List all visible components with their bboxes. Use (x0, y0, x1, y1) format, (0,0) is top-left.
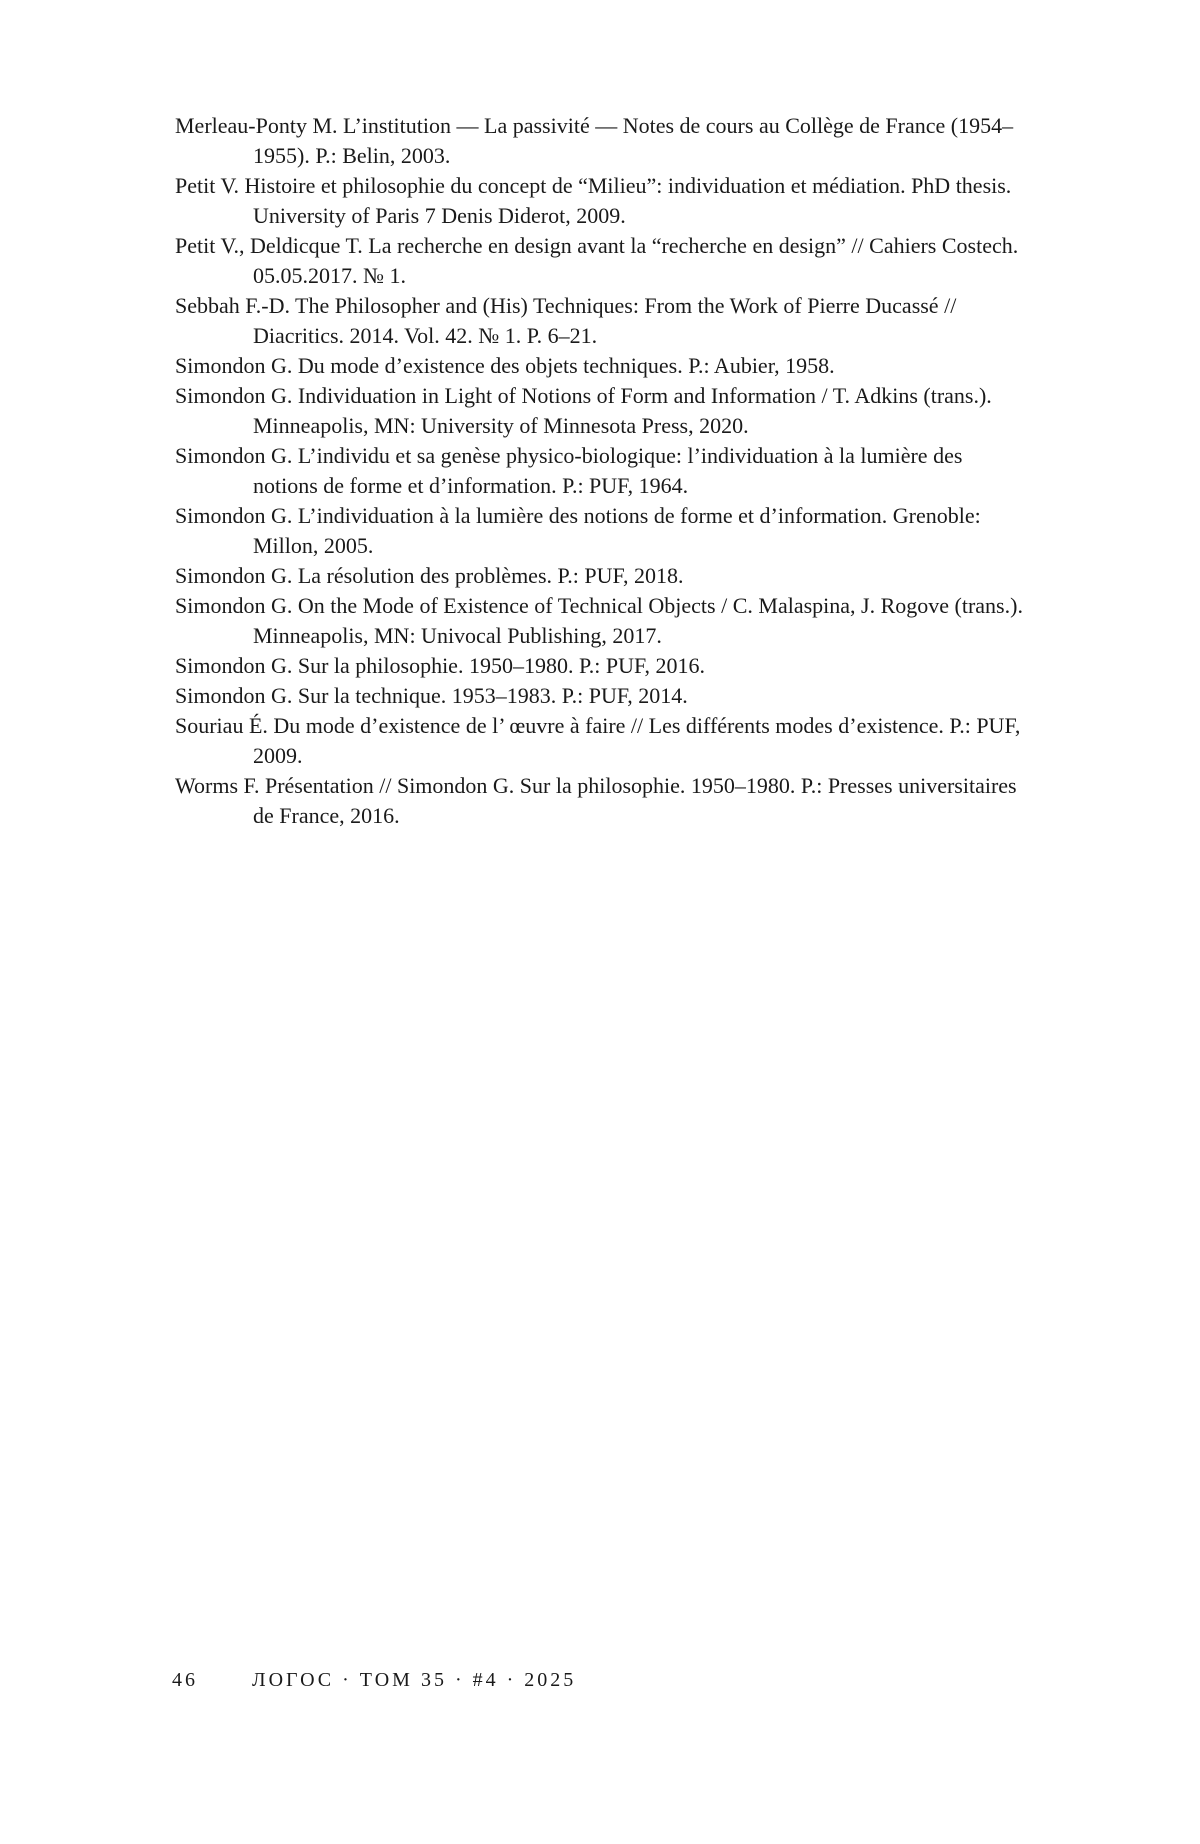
reference-entry: Simondon G. Individuation in Light of Notions of Form and Information / T. Adkins (trans.). Minneapolis, MN: University of Minnesota Press, 2020. (175, 383, 992, 438)
reference-entry: Sebbah F.-D. The Philosopher and (His) Techniques: From the Work of Pierre Ducassé // Diacritics. 2014. Vol. 42. № 1. P. 6–21. (175, 293, 957, 348)
reference-entry: Simondon G. L’individuation à la lumière des notions de forme et d’information. Grenoble: Millon, 2005. (175, 503, 981, 558)
reference-entry: Petit V., Deldicque T. La recherche en design avant la “recherche en design” // Cahiers Costech. 05.05.2017. № 1. (175, 233, 1019, 288)
reference-entry: Simondon G. Du mode d’existence des objets techniques. P.: Aubier, 1958. (175, 353, 835, 378)
reference-entry: Merleau-Ponty M. L’institution — La passivité — Notes de cours au Collège de France (1954–1955). P.: Belin, 2003. (175, 113, 1014, 168)
reference-entry: Simondon G. Sur la technique. 1953–1983. P.: PUF, 2014. (175, 683, 688, 708)
reference-entry: Petit V. Histoire et philosophie du concept de “Milieu”: individuation et médiation. PhD thesis. University of Paris 7 Denis Diderot, 2009. (175, 173, 1012, 228)
reference-entry: Simondon G. On the Mode of Existence of Technical Objects / C. Malaspina, J. Rogove (trans.). Minneapolis, MN: Univocal Publishing, 2017. (175, 593, 1023, 648)
running-title: ЛОГОС · ТОМ 35 · #4 · 2025 (252, 1669, 577, 1691)
reference-entry: Souriau É. Du mode d’existence de l’ œuvre à faire // Les différents modes d’existence. P.: PUF, 2009. (175, 713, 1021, 768)
page-footer (172, 1669, 576, 1692)
reference-entry: Simondon G. L’individu et sa genèse physico-biologique: l’individuation à la lumière des notions de forme et d’information. P.: PUF, 1964. (175, 443, 963, 498)
reference-entry: Simondon G. La résolution des problèmes. P.: PUF, 2018. (175, 563, 684, 588)
reference-list (175, 111, 1030, 831)
reference-entry: Simondon G. Sur la philosophie. 1950–1980. P.: PUF, 2016. (175, 653, 705, 678)
page-number: 46 (172, 1669, 198, 1691)
reference-entry: Worms F. Présentation // Simondon G. Sur la philosophie. 1950–1980. P.: Presses universitaires de France, 2016. (175, 773, 1017, 828)
